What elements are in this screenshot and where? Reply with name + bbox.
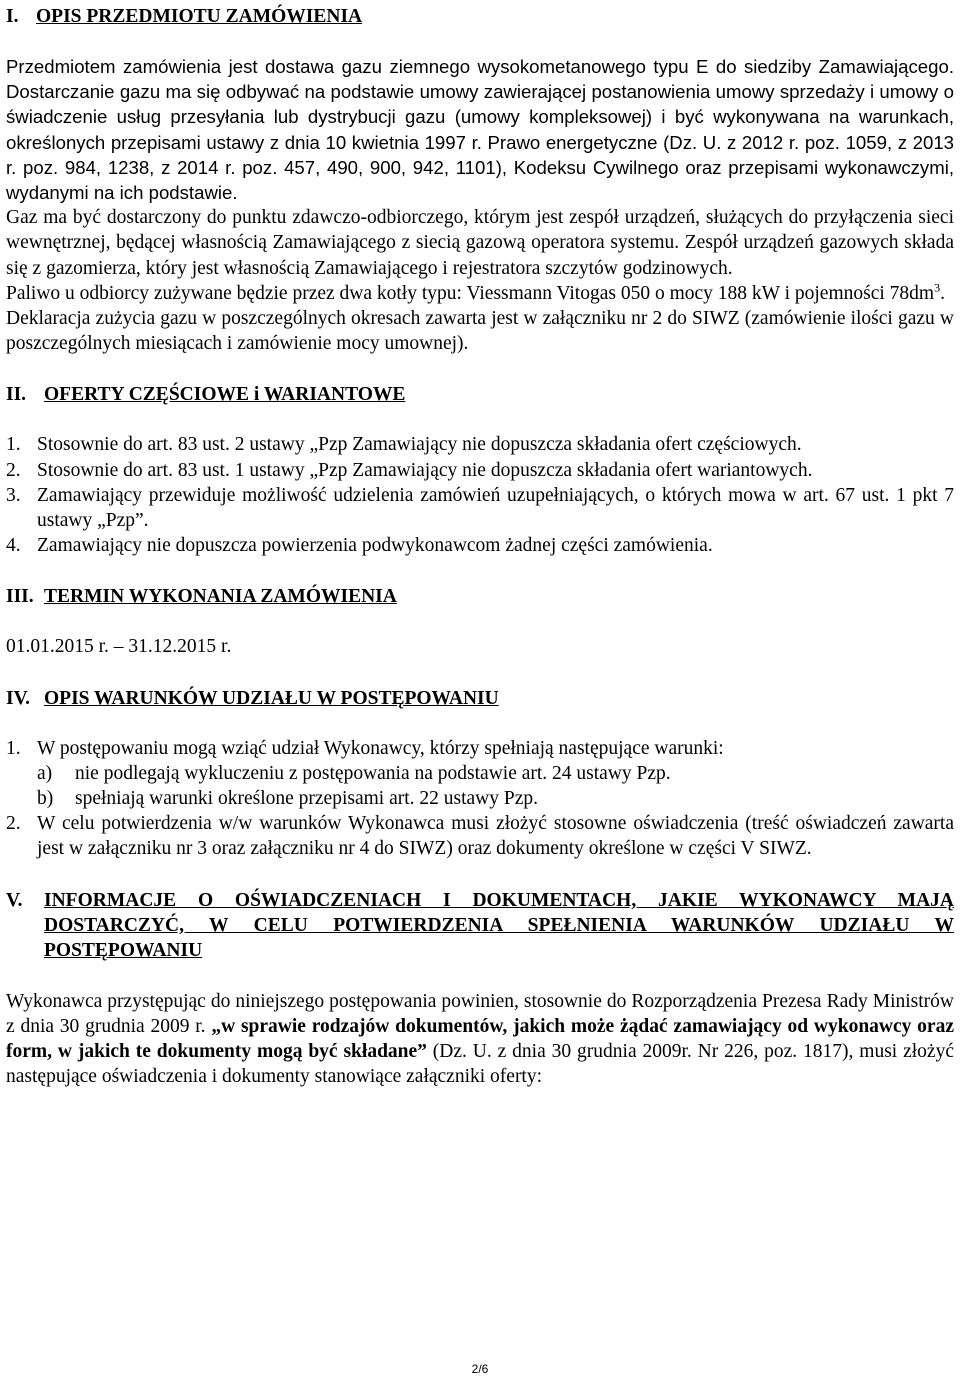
list-item: 4. Zamawiający nie dopuszcza powierzenia podwykonawcom żadnej części zamówienia. — [6, 535, 713, 557]
section-1-heading — [6, 4, 954, 29]
section-4-heading — [6, 686, 954, 711]
section-5-title: INFORMACJE O OŚWIADCZENIACH I DOKUMENTACH, JAKIE WYKONAWCY MAJĄ DOSTARCZYĆ, W CELU POTWIERDZENIA SPEŁNIENIA WARUNKÓW UDZIAŁU W POSTĘPOWANIU — [44, 889, 954, 961]
section-2-number: II. — [6, 384, 27, 406]
list-item: a) nie podlegają wykluczeniu z postępowania na podstawie art. 24 ustawy Pzp. — [37, 762, 671, 784]
section-4-title: OPIS WARUNKÓW UDZIAŁU W POSTĘPOWANIU — [44, 687, 499, 709]
list-item: 2. Stosownie do art. 83 ust. 1 ustawy „Pzp Zamawiający nie dopuszcza składania ofert wariantowych. — [6, 459, 813, 481]
list-item: 1. W postępowaniu mogą wziąć udział Wykonawcy, którzy spełniają następujące warunki: — [6, 737, 724, 759]
section-1-title: OPIS PRZEDMIOTU ZAMÓWIENIA — [36, 6, 363, 27]
section-2-heading — [6, 382, 954, 407]
section-1-number: I. — [6, 6, 19, 27]
list-item: b) spełniają warunki określone przepisami art. 22 ustawy Pzp. — [37, 788, 539, 810]
section-5-number: V. — [6, 889, 23, 911]
section-3-number: III. — [6, 586, 34, 608]
section-3-title: TERMIN WYKONANIA ZAMÓWIENIA — [44, 586, 397, 608]
list-item: 1. Stosownie do art. 83 ust. 2 ustawy „Pzp Zamawiający nie dopuszcza składania ofert częściowych. — [6, 434, 802, 456]
section-4-list — [6, 736, 954, 761]
section-1-paragraph-1: Przedmiotem zamówienia jest dostawa gazu ziemnego wysokometanowego typu E do siedziby Zamawiającego. Dostarczanie gazu ma się odbywać na podstawie umowy zawierającej postanowienia umowy sprzedaży i umowy o świadczenie usług przesyłania lub dystrybucji gazu (umowy kompleksowej) i być wykonywana na warunkach, określonych przepisami ustawy z dnia 10 kwietnia 1997 r. Prawo energetyczne (Dz. U. z 2012 r. poz. 1059, z 2013 r. poz. 984, 1238, z 2014 r. poz. 457, 490, 900, 942, 1101), Kodeksu Cywilnego oraz przepisami wykonawczymi, wydanymi na ich podstawie. — [6, 56, 954, 204]
section-3-heading — [6, 584, 954, 609]
list-item: 2. W celu potwierdzenia w/w warunków Wykonawca musi złożyć stosowne oświadczenia (treść oświadczeń zawarta jest w załączniku nr 3 oraz załączniku nr 4 do SIWZ) oraz dokumenty określone w części V SIWZ. — [6, 813, 954, 860]
section-4-sublist — [6, 761, 954, 811]
section-5-paragraph: Wykonawca przystępując do niniejszego postępowania powinien, stosownie do Rozporządzenia Prezesa Rady Ministrów z dnia 30 grudnia 2009 r. „w sprawie rodzajów dokumentów, jakich może żądać zamawiający od wykonawcy oraz form, w jakich te dokumenty mogą być składane” (Dz. U. z dnia 30 grudnia 2009r. Nr 226, poz. 1817), musi złożyć następujące oświadczenia i dokumenty stanowiące załączniki oferty: — [6, 990, 954, 1088]
section-4-list-2 — [6, 811, 954, 861]
section-2-list — [6, 432, 954, 558]
section-1-paragraph-2: Gaz ma być dostarczony do punktu zdawczo-odbiorczego, którym jest zespół urządzeń, służących do przyłączenia sieci wewnętrznej, będącej własnością Zamawiającego z siecią gazową operatora systemu. Zespół urządzeń gazowych składa się z gazomierza, który jest własnością Zamawiającego i rejestratora szczytów godzinowych. — [6, 207, 954, 279]
page-number: 2/6 — [471, 1362, 489, 1376]
section-4-number: IV. — [6, 687, 31, 709]
list-item: 3. Zamawiający przewiduje możliwość udzielenia zamówień uzupełniających, o których mowa w art. 67 ust. 1 pkt 7 ustawy „Pzp”. — [6, 484, 954, 532]
section-2-title: OFERTY CZĘŚCIOWE i WARIANTOWE — [44, 384, 406, 406]
section-1-paragraph-4: Deklaracja zużycia gazu w poszczególnych okresach zawarta jest w załączniku nr 2 do SIWZ (zamówienie ilości gazu w poszczególnych miesiącach i zamówienie mocy umownej). — [6, 308, 954, 355]
section-5-heading — [6, 888, 954, 963]
section-1-paragraph-3: Paliwo u odbiorcy zużywane będzie przez dwa kotły typu: Viessmann Vitogas 050 o mocy 188 kW i pojemności $78dm^3$. — [6, 280, 945, 304]
section-3-date-range: 01.01.2015 r. – 31.12.2015 r. — [6, 636, 232, 658]
